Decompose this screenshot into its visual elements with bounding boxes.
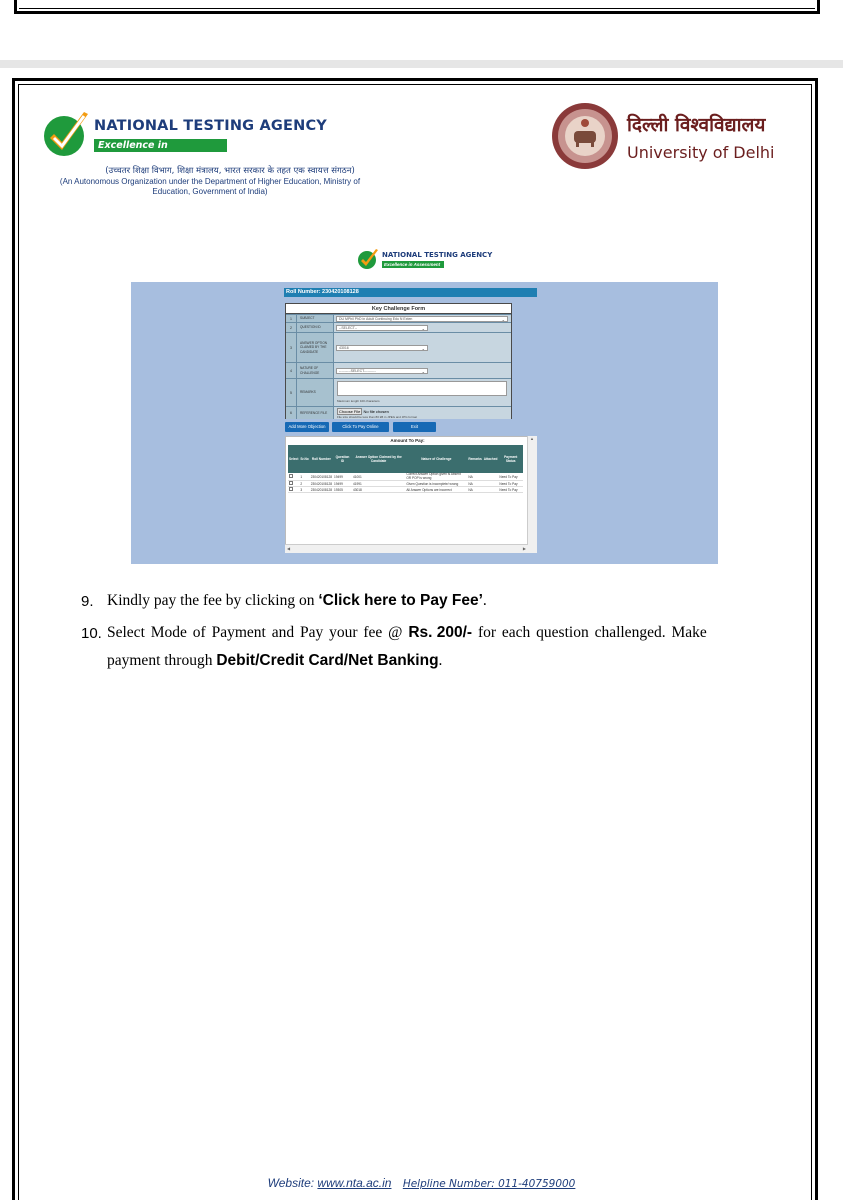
file-status: No file chosen bbox=[363, 409, 389, 414]
form-title: Key Challenge Form bbox=[286, 304, 511, 314]
page-gap bbox=[0, 60, 843, 68]
item-10-mid: for each question challenged. Make bbox=[472, 624, 707, 641]
footer bbox=[0, 1176, 843, 1190]
du-hindi-name: दिल्ली विश्वविद्यालय bbox=[627, 114, 766, 136]
table-cell: 1 bbox=[299, 473, 309, 481]
form-row-answer-option bbox=[286, 332, 511, 362]
table-header: Nature of Challenge bbox=[405, 445, 467, 473]
answer-option-value: 43016 bbox=[339, 346, 349, 350]
nature-of-challenge-select[interactable] bbox=[336, 368, 428, 374]
table-cell: NA bbox=[467, 487, 482, 493]
du-english-name: University of Delhi bbox=[627, 143, 775, 162]
item-10-pre: Select Mode of Payment and Pay your fee @ bbox=[107, 624, 409, 641]
row-checkbox[interactable] bbox=[288, 473, 299, 481]
item-9-bold: ‘Click here to Pay Fee’ bbox=[318, 592, 483, 609]
previous-page-bottom bbox=[0, 0, 843, 60]
table-cell: Correct Answer Option given is Absent OR POP is wrong bbox=[405, 473, 467, 481]
helpline: Helpline Number: 011-40759000 bbox=[402, 1178, 576, 1190]
question-id-select[interactable] bbox=[336, 325, 428, 331]
table-cell: 2 bbox=[299, 481, 309, 487]
website-link[interactable]: www.nta.ac.in bbox=[317, 1176, 392, 1190]
table-cell: Need To Pay bbox=[498, 481, 523, 487]
table-cell: 19499 bbox=[333, 481, 352, 487]
item-10-fee: Rs. 200/- bbox=[408, 624, 473, 641]
table-cell: NA bbox=[467, 473, 482, 481]
nta-small-logo-icon bbox=[356, 247, 380, 271]
row-label: NATURE OF CHALLENGE bbox=[297, 363, 334, 378]
form-row-reference-file bbox=[286, 406, 511, 419]
item-9-post: . bbox=[482, 592, 487, 609]
item-10-line1 bbox=[107, 624, 707, 642]
row-number: 1 bbox=[286, 315, 297, 322]
table-cell bbox=[483, 487, 499, 493]
pay-online-button[interactable]: Click To Pay Online bbox=[332, 422, 389, 432]
scroll-left-icon[interactable]: ◀ bbox=[287, 546, 291, 551]
table-header: Select bbox=[288, 445, 299, 473]
challenge-table bbox=[288, 445, 523, 493]
table-header: Attached bbox=[483, 445, 499, 473]
row-label: REFERENCE FILE bbox=[297, 407, 334, 419]
add-more-objection-button[interactable]: Add More Objection bbox=[285, 422, 329, 432]
row-label: SUBJECT bbox=[297, 315, 334, 322]
horizontal-scrollbar[interactable] bbox=[285, 544, 528, 553]
table-cell: 19499 bbox=[333, 473, 352, 481]
file-input[interactable] bbox=[337, 409, 389, 414]
row-number: 6 bbox=[286, 407, 297, 419]
exit-button[interactable]: Exit bbox=[393, 422, 436, 432]
table-cell: 230420108128 bbox=[310, 473, 333, 481]
table-cell: 41991 bbox=[352, 481, 405, 487]
row-number: 2 bbox=[286, 323, 297, 332]
row-label: QUESTION ID bbox=[297, 323, 334, 332]
chevron-down-icon: ⌄ bbox=[421, 326, 425, 331]
table-cell: 41001 bbox=[352, 473, 405, 481]
row-label: REMARKS bbox=[297, 379, 334, 406]
scroll-right-icon[interactable]: ▶ bbox=[522, 546, 526, 551]
form-row-nature bbox=[286, 362, 511, 378]
table-header: Remarks bbox=[467, 445, 482, 473]
item-10-number: 10. bbox=[81, 625, 102, 642]
nature-value: ----------SELECT---------- bbox=[339, 369, 376, 373]
scroll-up-icon[interactable]: ▲ bbox=[530, 436, 534, 441]
nta-hindi-subtitle: (उच्चतर शिक्षा विभाग, शिक्षा मंत्रालय, भारत सरकार के तहत एक स्वायत्त संगठन) bbox=[105, 166, 355, 176]
table-cell bbox=[483, 473, 499, 481]
chevron-down-icon: ⌄ bbox=[421, 346, 425, 351]
choose-file-button[interactable]: Choose File bbox=[339, 409, 361, 414]
du-seal-icon bbox=[550, 101, 620, 171]
amount-to-pay-panel bbox=[285, 436, 528, 553]
amount-title: Amount To Pay: bbox=[390, 438, 425, 443]
item-9-text bbox=[107, 592, 487, 610]
table-header: Question ID bbox=[333, 445, 352, 473]
row-number: 3 bbox=[286, 333, 297, 362]
form-row-question-id bbox=[286, 322, 511, 332]
row-checkbox[interactable] bbox=[288, 487, 299, 493]
table-header-row bbox=[288, 445, 523, 473]
form-row-remarks bbox=[286, 378, 511, 406]
table-row bbox=[288, 487, 523, 493]
table-cell: Need To Pay bbox=[498, 487, 523, 493]
question-id-value: --SELECT-- bbox=[339, 326, 358, 330]
row-number: 4 bbox=[286, 363, 297, 378]
answer-option-select[interactable] bbox=[336, 345, 428, 351]
item-9-number: 9. bbox=[81, 593, 94, 610]
item-10-post: . bbox=[438, 652, 443, 669]
roll-number-bar: Roll Number: 230420108128 bbox=[284, 288, 537, 297]
subject-value: DU MPhil PhD in Adult Continuing Edu N Exten bbox=[339, 317, 413, 321]
remarks-textarea[interactable] bbox=[337, 381, 507, 396]
table-cell: 230420108128 bbox=[310, 487, 333, 492]
item-10-line2-pre: payment through bbox=[107, 652, 217, 669]
table-header: Roll Number bbox=[310, 445, 333, 473]
table-header: Sr.No bbox=[299, 445, 309, 473]
table-cell: NA bbox=[467, 481, 482, 487]
table-header: Payment Status bbox=[498, 445, 523, 473]
item-10-line2 bbox=[107, 652, 442, 670]
nta-tagline: Excellence in Assessment bbox=[94, 139, 227, 152]
table-cell: All Answer Options are incorrect bbox=[405, 487, 467, 493]
chevron-down-icon: ⌄ bbox=[501, 317, 505, 322]
chevron-down-icon: ⌄ bbox=[421, 369, 425, 374]
screenshot-logo-title: NATIONAL TESTING AGENCY bbox=[382, 251, 493, 259]
row-label: ANSWER OPTION CLAIMED BY THE CANDIDATE bbox=[297, 333, 334, 362]
screenshot-logo-tagline: Excellence in Assessment bbox=[382, 261, 444, 268]
table-cell: Given Question is incomplete/ wrong bbox=[405, 481, 467, 487]
file-note: File size should be less than 80 kB in JPEG and JPG format bbox=[337, 415, 417, 419]
row-number: 5 bbox=[286, 379, 297, 406]
table-cell: 43018 bbox=[352, 487, 405, 493]
key-challenge-form bbox=[285, 303, 512, 419]
table-cell: Need To Pay bbox=[498, 473, 523, 481]
table-cell: 19305 bbox=[333, 487, 352, 493]
table-row bbox=[288, 473, 523, 481]
form-row-subject bbox=[286, 314, 511, 322]
vertical-scrollbar[interactable] bbox=[527, 436, 537, 553]
table-header: Answer Option Claimed by the Candidate bbox=[352, 445, 405, 473]
website-label: Website: bbox=[267, 1176, 318, 1190]
table-cell: 3 bbox=[299, 487, 309, 493]
item-10-payment-modes: Debit/Credit Card/Net Banking bbox=[216, 652, 439, 669]
remarks-hint: Maximum length 100 characters bbox=[337, 399, 380, 403]
previous-page-border bbox=[14, 0, 820, 14]
nta-title: NATIONAL TESTING AGENCY bbox=[94, 118, 328, 134]
nta-english-subtitle: (An Autonomous Organization under the Department of Higher Education, Ministry of Education, Government of India) bbox=[59, 177, 361, 196]
table-cell: 230420108128 bbox=[310, 481, 333, 486]
item-9-pre: Kindly pay the fee by clicking on bbox=[107, 592, 319, 609]
nta-logo-icon bbox=[40, 108, 92, 160]
